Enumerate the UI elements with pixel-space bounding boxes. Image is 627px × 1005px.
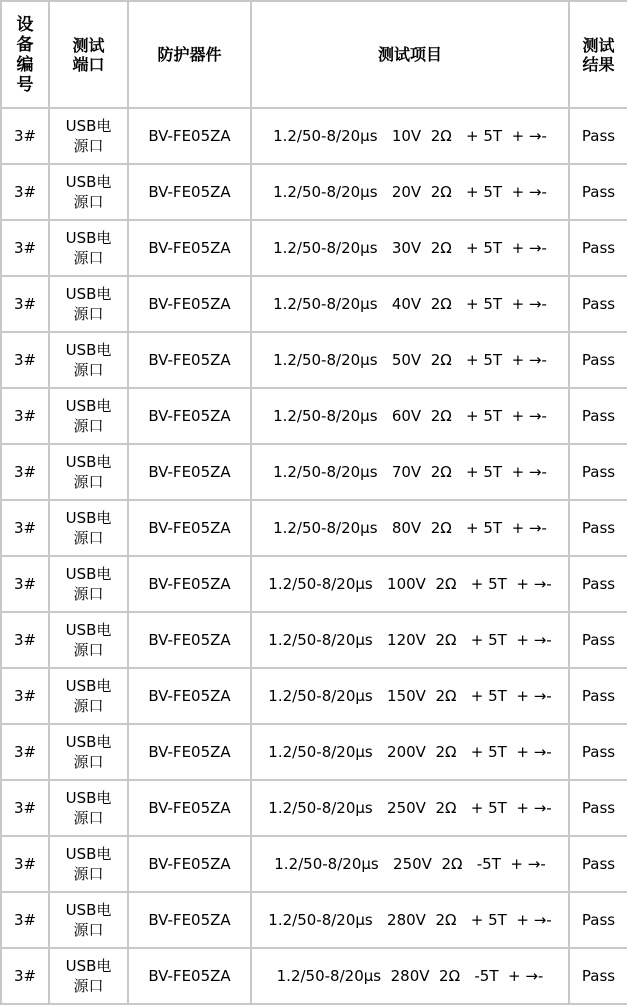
cell-result: Pass [569, 108, 627, 164]
cell-component: BV-FE05ZA [128, 948, 251, 1004]
cell-device-id: 3# [1, 388, 49, 444]
cell-device-id: 3# [1, 108, 49, 164]
cell-port: USB电源口 [49, 948, 128, 1004]
table-row [1, 276, 627, 332]
table-row [1, 780, 627, 836]
cell-result: Pass [569, 164, 627, 220]
cell-port: USB电源口 [49, 892, 128, 948]
cell-project: 1.2/50-8/20μs 30V 2Ω + 5T + →- [251, 220, 569, 276]
table-row [1, 164, 627, 220]
cell-device-id: 3# [1, 220, 49, 276]
cell-project: 1.2/50-8/20μs 150V 2Ω + 5T + →- [251, 668, 569, 724]
table-row [1, 332, 627, 388]
cell-port: USB电源口 [49, 388, 128, 444]
cell-device-id: 3# [1, 780, 49, 836]
cell-result: Pass [569, 780, 627, 836]
cell-project: 1.2/50-8/20μs 120V 2Ω + 5T + →- [251, 612, 569, 668]
cell-component: BV-FE05ZA [128, 276, 251, 332]
cell-component: BV-FE05ZA [128, 388, 251, 444]
cell-port: USB电源口 [49, 668, 128, 724]
cell-project: 1.2/50-8/20μs 100V 2Ω + 5T + →- [251, 556, 569, 612]
table-row [1, 612, 627, 668]
cell-device-id: 3# [1, 724, 49, 780]
cell-project: 1.2/50-8/20μs 80V 2Ω + 5T + →- [251, 500, 569, 556]
table-row [1, 948, 627, 1004]
cell-project: 1.2/50-8/20μs 70V 2Ω + 5T + →- [251, 444, 569, 500]
cell-port: USB电源口 [49, 556, 128, 612]
cell-device-id: 3# [1, 948, 49, 1004]
cell-device-id: 3# [1, 276, 49, 332]
cell-result: Pass [569, 444, 627, 500]
cell-project: 1.2/50-8/20μs 40V 2Ω + 5T + →- [251, 276, 569, 332]
cell-device-id: 3# [1, 836, 49, 892]
cell-port: USB电源口 [49, 164, 128, 220]
header-component: 防护器件 [128, 1, 251, 108]
cell-port: USB电源口 [49, 724, 128, 780]
cell-device-id: 3# [1, 164, 49, 220]
table-row [1, 108, 627, 164]
table-row [1, 892, 627, 948]
cell-component: BV-FE05ZA [128, 164, 251, 220]
cell-component: BV-FE05ZA [128, 612, 251, 668]
cell-result: Pass [569, 556, 627, 612]
cell-result: Pass [569, 332, 627, 388]
cell-result: Pass [569, 612, 627, 668]
cell-port: USB电源口 [49, 276, 128, 332]
cell-port: USB电源口 [49, 836, 128, 892]
table-row [1, 724, 627, 780]
cell-project: 1.2/50-8/20μs 250V 2Ω + 5T + →- [251, 780, 569, 836]
cell-component: BV-FE05ZA [128, 668, 251, 724]
table-row [1, 500, 627, 556]
table-row [1, 444, 627, 500]
cell-result: Pass [569, 276, 627, 332]
cell-project: 1.2/50-8/20μs 50V 2Ω + 5T + →- [251, 332, 569, 388]
table-row [1, 836, 627, 892]
table-row [1, 556, 627, 612]
table-row [1, 220, 627, 276]
header-result: 测试结果 [569, 1, 627, 108]
cell-component: BV-FE05ZA [128, 108, 251, 164]
cell-component: BV-FE05ZA [128, 444, 251, 500]
cell-result: Pass [569, 668, 627, 724]
cell-component: BV-FE05ZA [128, 780, 251, 836]
cell-port: USB电源口 [49, 500, 128, 556]
cell-port: USB电源口 [49, 108, 128, 164]
cell-device-id: 3# [1, 444, 49, 500]
cell-device-id: 3# [1, 332, 49, 388]
cell-device-id: 3# [1, 500, 49, 556]
cell-device-id: 3# [1, 556, 49, 612]
cell-project: 1.2/50-8/20μs 60V 2Ω + 5T + →- [251, 388, 569, 444]
cell-project: 1.2/50-8/20μs 20V 2Ω + 5T + →- [251, 164, 569, 220]
cell-port: USB电源口 [49, 220, 128, 276]
cell-result: Pass [569, 220, 627, 276]
cell-result: Pass [569, 948, 627, 1004]
cell-project: 1.2/50-8/20μs 10V 2Ω + 5T + →- [251, 108, 569, 164]
cell-project: 1.2/50-8/20μs 280V 2Ω -5T + →- [251, 948, 569, 1004]
cell-project: 1.2/50-8/20μs 280V 2Ω + 5T + →- [251, 892, 569, 948]
header-device-id: 设备编号 [1, 1, 49, 108]
header-port: 测试端口 [49, 1, 128, 108]
cell-result: Pass [569, 892, 627, 948]
cell-result: Pass [569, 724, 627, 780]
table-row [1, 388, 627, 444]
cell-port: USB电源口 [49, 444, 128, 500]
cell-device-id: 3# [1, 668, 49, 724]
table-body [1, 108, 627, 1004]
cell-device-id: 3# [1, 612, 49, 668]
cell-component: BV-FE05ZA [128, 724, 251, 780]
cell-component: BV-FE05ZA [128, 836, 251, 892]
cell-component: BV-FE05ZA [128, 220, 251, 276]
cell-port: USB电源口 [49, 780, 128, 836]
header-row [1, 1, 627, 108]
cell-project: 1.2/50-8/20μs 200V 2Ω + 5T + →- [251, 724, 569, 780]
header-project: 测试项目 [251, 1, 569, 108]
cell-component: BV-FE05ZA [128, 500, 251, 556]
table-row [1, 668, 627, 724]
cell-result: Pass [569, 388, 627, 444]
cell-port: USB电源口 [49, 332, 128, 388]
cell-component: BV-FE05ZA [128, 332, 251, 388]
cell-device-id: 3# [1, 892, 49, 948]
cell-port: USB电源口 [49, 612, 128, 668]
cell-component: BV-FE05ZA [128, 892, 251, 948]
cell-result: Pass [569, 836, 627, 892]
cell-component: BV-FE05ZA [128, 556, 251, 612]
cell-result: Pass [569, 500, 627, 556]
cell-project: 1.2/50-8/20μs 250V 2Ω -5T + →- [251, 836, 569, 892]
